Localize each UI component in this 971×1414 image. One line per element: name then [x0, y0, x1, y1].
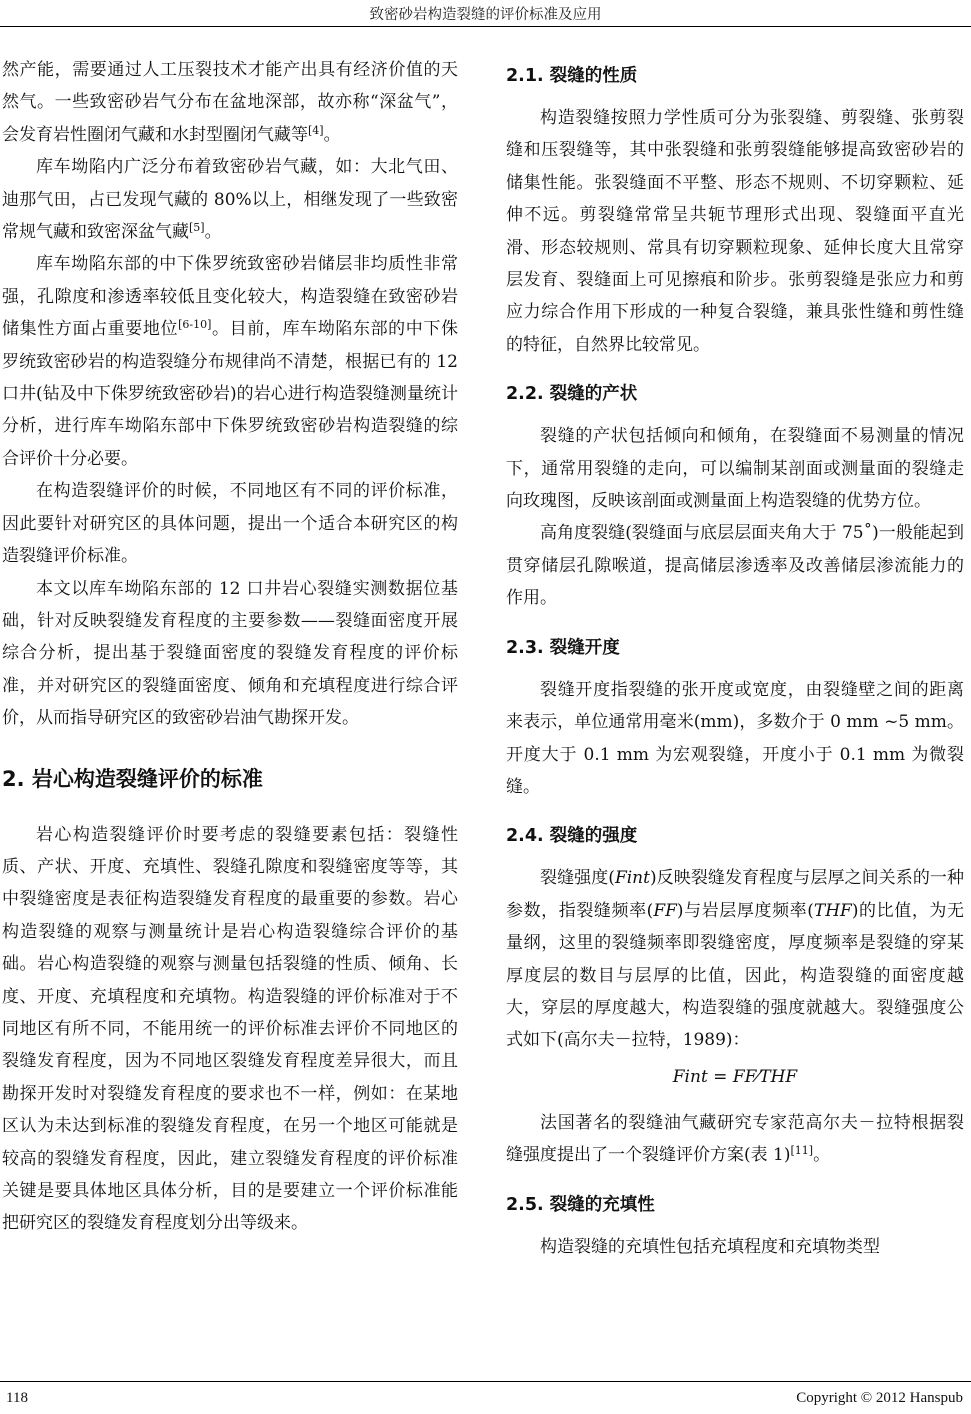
subsection-heading: 2.2. 裂缝的产状 [506, 384, 638, 405]
section-heading: 2. 岩心构造裂缝评价的标准 [2, 766, 263, 791]
paragraph: 本文以库车坳陷东部的 12 口井岩心裂缝实测数据位基础，针对反映裂缝发育程度的主要参数——裂缝面密度开展综合分析，提出基于裂缝面密度的裂缝发育程度的评价标准，并对研究区的裂缝面密度、倾角和充填程度进行综合评价，从而指导研究区的致密砂岩油气勘探开发。 [2, 578, 458, 729]
paragraph: 法国著名的裂缝油气藏研究专家范高尔夫－拉特根据裂缝强度提出了一个裂缝评价方案(表 1)[11]。 [506, 1112, 964, 1166]
paragraph: 裂缝强度(Fint)反映裂缝发育程度与层厚之间关系的一种参数，指裂缝频率(FF)与岩层厚度频率(THF)的比值，为无量纲，这里的裂缝频率即裂缝密度，厚度频率是裂缝的穿某厚度层的数目与层厚的比值，因此，构造裂缝的面密度越大，穿层的厚度越大，构造裂缝的强度就越大。裂缝强度公式如下(高尔夫－拉特，1989)： [506, 868, 964, 1051]
footer-rule [0, 1381, 971, 1382]
paragraph: 裂缝开度指裂缝的张开度或宽度，由裂缝壁之间的距离来表示，单位通常用毫米(mm)，多数介于 0 mm ~5 mm。开度大于 0.1 mm 为宏观裂缝，开度小于 0.1 mm 为微裂缝。 [506, 679, 964, 797]
paragraph: 构造裂缝按照力学性质可分为张裂缝、剪裂缝、张剪裂缝和压裂缝等，其中张裂缝和张剪裂缝能够提高致密砂岩的储集性能。张裂缝面不平整、形态不规则、不切穿颗粒、延伸不远。剪裂缝常常呈共轭节理形式出现、裂缝面平直光滑、形态较规则、常具有切穿颗粒现象、延伸长度大且常穿层发育、裂缝面上可见擦痕和阶步。张剪裂缝是张应力和剪应力综合作用下形成的一种复合裂缝，兼具张性缝和剪性缝的特征，自然界比较常见。 [506, 108, 964, 355]
paragraph: 高角度裂缝(裂缝面与底层层面夹角大于 75˚)一般能起到贯穿储层孔隙喉道，提高储层渗透率及改善储层渗流能力的作用。 [506, 523, 964, 609]
paragraph: 然产能，需要通过人工压裂技术才能产出具有经济价值的天然气。一些致密砂岩气分布在盆地深部，故亦称“深盆气”，会发育岩性圈闭气藏和水封型圈闭气藏等[4]。 [2, 60, 458, 145]
left-column [2, 54, 458, 1240]
header-rule [0, 26, 971, 27]
citation[interactable]: [11] [790, 1144, 814, 1158]
paragraph: 库车坳陷东部的中下侏罗统致密砂岩储层非均质性非常强，孔隙度和渗透率较低且变化较大，构造裂缝在致密砂岩储集性方面占重要地位[6-10]。目前，库车坳陷东部的中下侏罗统致密砂岩的构造裂缝分布规律尚不清楚，根据已有的 12 口井(钻及中下侏罗统致密砂岩)的岩心进行构造裂缝测量统计分析，进行库车坳陷东部中下侏罗统致密砂岩构造裂缝的综合评价十分必要。 [2, 254, 459, 469]
subsection-heading: 2.4. 裂缝的强度 [506, 826, 638, 847]
subsection-heading: 2.1. 裂缝的性质 [506, 66, 638, 86]
paragraph: 裂缝的产状包括倾向和倾角，在裂缝面不易测量的情况下，通常用裂缝的走向，可以编制某剖面或测量面的裂缝走向玫瑰图，反映该剖面或测量面上构造裂缝的优势方位。 [506, 426, 964, 512]
citation[interactable]: [6-10] [178, 318, 212, 332]
paragraph: 在构造裂缝评价的时候，不同地区有不同的评价标准，因此要针对研究区的具体问题，提出一个适合本研究区的构造裂缝评价标准。 [2, 481, 458, 567]
paragraph: 库车坳陷内广泛分布着致密砂岩气藏，如：大北气田、迪那气田，占已发现气藏的 80%以上，相继发现了一些致密常规气藏和致密深盆气藏[5]。 [2, 157, 458, 243]
right-column [506, 54, 964, 1263]
paragraph: 构造裂缝的充填性包括充填程度和充填物类型 [540, 1236, 880, 1257]
subsection-heading: 2.3. 裂缝开度 [506, 637, 620, 658]
running-title: 致密砂岩构造裂缝的评价标准及应用 [369, 7, 602, 23]
page-number: 118 [6, 1390, 28, 1406]
copyright-notice: Copyright © 2012 Hanspub [796, 1390, 963, 1406]
citation[interactable]: [5] [189, 221, 205, 235]
citation[interactable]: [4] [308, 123, 324, 137]
equation: Fint = FF⁄THF [672, 1066, 798, 1087]
paragraph: 岩心构造裂缝评价时要考虑的裂缝要素包括：裂缝性质、产状、开度、充填性、裂缝孔隙度和裂缝密度等等，其中裂缝密度是表征构造裂缝发育程度的最重要的参数。岩心构造裂缝的观察与测量统计是岩心构造裂缝综合评价的基础。岩心构造裂缝的观察与测量包括裂缝的性质、倾角、长度、开度、充填程度和充填物。构造裂缝的评价标准对于不同地区有所不同，不能用统一的评价标准去评价不同地区的裂缝发育程度，因为不同地区裂缝发育程度差异很大，而且勘探开发时对裂缝发育程度的要求也不一样，例如：在某地区认为未达到标准的裂缝发育程度，在另一个地区可能就是较高的裂缝发育程度，因此，建立裂缝发育程度的评价标准关键是要具体地区具体分析，目的是要建立一个评价标准能把研究区的裂缝发育程度划分出等级来。 [2, 824, 458, 1234]
subsection-heading: 2.5. 裂缝的充填性 [506, 1194, 655, 1215]
